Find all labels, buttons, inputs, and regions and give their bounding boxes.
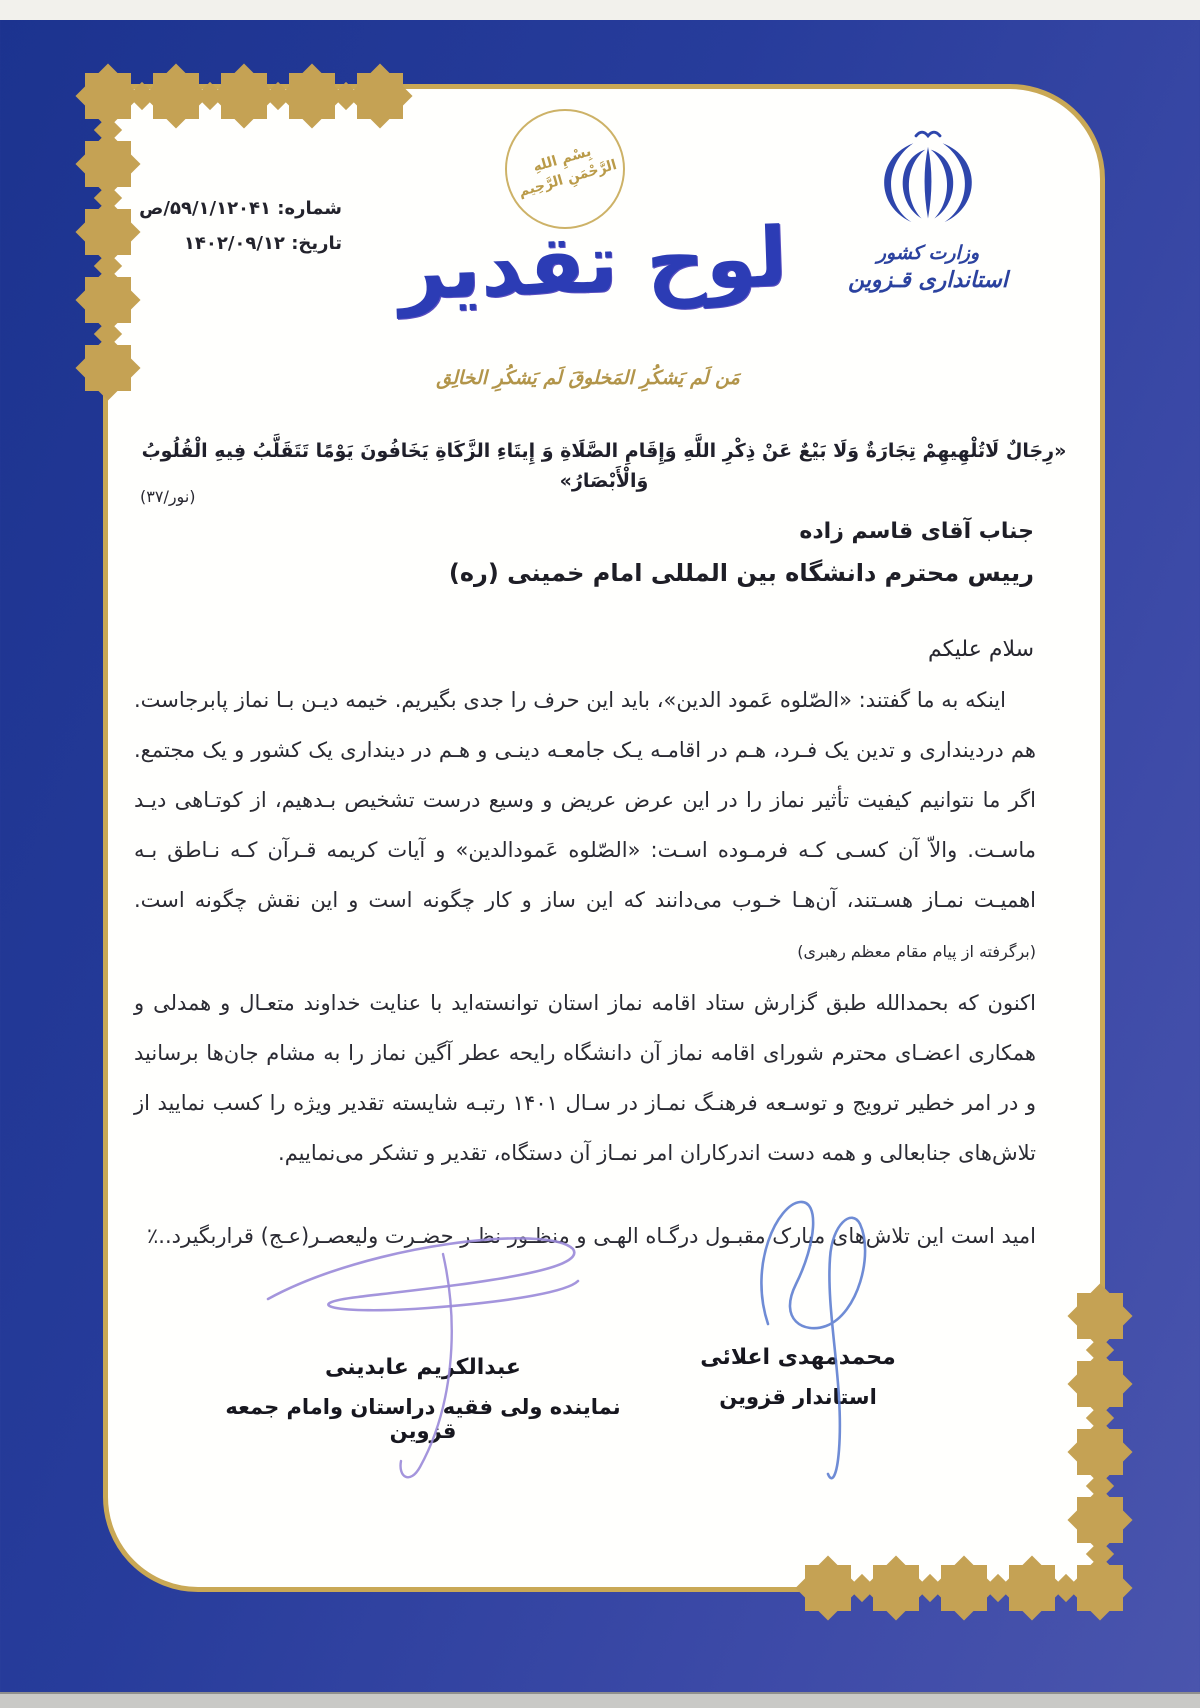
motto-calligraphy: مَن لَم یَشکُرِ المَخلوقَ لَم یَشکُرِ الخالِق: [436, 367, 740, 389]
corner-ornament-top-left-icon: [56, 46, 436, 426]
bismillah-medallion-icon: [505, 109, 625, 229]
handwritten-signature-right-icon: [708, 1184, 968, 1534]
letter-date: تاریخ: ۱۴۰۲/۰۹/۱۲: [183, 233, 342, 255]
scan-edge-top: [0, 0, 1200, 20]
body-paragraph-2: اکنون که بحمدالله طبق گزارش ستاد اقامه نماز استان توانسته‌اید با عنایت خداوند متعـال و همدلی و همکاری اعضـای محترم شورای اقامه نماز آن دانشگاه رایحه عطر آگین نماز را به مشام جان‌ها برسانید و در امر خطیر ترویج و توسـعه فرهنـگ نمـاز در سـال ۱۴۰۱ رتبـه شایسته تقدیر ویژه را کسب نمایید از تلاش‌های جنابعالی و همه دست اندرکاران امر نمـاز آن دستگاه، تقدیر و تشکر می‌نماییم.: [134, 991, 1036, 1165]
letter-number: شماره: ۵۹/۱/۱۲۰۴۱/ص: [139, 198, 342, 219]
recipient-name: جناب آقای قاسم زاده: [799, 519, 1034, 544]
ministry-name: وزارت کشور: [876, 242, 980, 264]
governor-name: محمدمهدی اعلائی: [700, 1345, 896, 1370]
iran-national-emblem-icon: [853, 123, 1003, 235]
bismillah-text: بِسْمِ اللهِ الرَّحْمَنِ الرَّحِیم: [516, 143, 619, 201]
certificate-title-calligraphy: لوح تقدیر: [397, 210, 789, 319]
governorate-name: استانداری قـزوین: [848, 268, 1008, 294]
body-paragraph-1-source-note: (برگرفته از پیام مقام معظم رهبری): [797, 942, 1036, 961]
quran-verse-reference: (نور/۳۷): [140, 487, 196, 506]
body-paragraph-1: [134, 675, 1036, 977]
governor-title: استاندار قزوین: [719, 1385, 877, 1409]
body-paragraph-3: امید است این تلاش‌های مبارک مقبـول درگـاه الهـی و منظـور نظـر حضـرت ولیعصـر(عـج) قراربگیرد..٪: [147, 1224, 1036, 1248]
quran-verse: «رِجَالٌ لَاتُلْهِيهِمْ تِجَارَةٌ وَلَا بَيْعٌ عَنْ ذِكْرِ اللَّهِ وَإِقَامِ الصَّلَاةِ وَ إِيتَاءِ الزَّكَاةِ يَخَافُونَ يَوْمًا تَتَقَلَّبُ فِيهِ الْقُلُوبُ وَالْأَبْصَارُ»: [141, 440, 1067, 493]
issuer-block: [826, 123, 1030, 293]
body-paragraph-1-text: اینکه به ما گفتند: «الصّلوه عَمود الدین»، باید این حرف را جدی بگیریم. خیمه دیـن بـا نماز پابرجاست. هم دردینداری و تدین یک فـرد، هـم در اقامـه یـک جامعـه دینـی و هـم در دینداری یک کشور و یک مجتمع. اگر ما نتوانیم کیفیت تأثیر نماز را در این عرض عریض و وسیع درست تشخیص بـدهیم، از کوتـاهی دیـد ماسـت. والاّ آن کسـی کـه فرمـوده اسـت: «الصّلوه عَمودالدین» و آیات کریمه قـرآن کـه نـاطق بـه اهمیـت نمـاز هسـتند، آن‌هـا خـوب می‌دانند که این ساز و کار چگونه است و این نقش چگونه است.: [134, 688, 1036, 912]
imam-title: نماینده ولی فقیه دراستان وامام جمعه قزوین: [225, 1395, 621, 1443]
imam-name: عبدالکریم عابدینی: [325, 1355, 521, 1380]
recipient-title: رییس محترم دانشگاه بین المللی امام خمینی (ره): [448, 559, 1034, 587]
handwritten-signature-left-icon: [238, 1199, 678, 1549]
salutation: سلام علیکم: [927, 637, 1034, 662]
